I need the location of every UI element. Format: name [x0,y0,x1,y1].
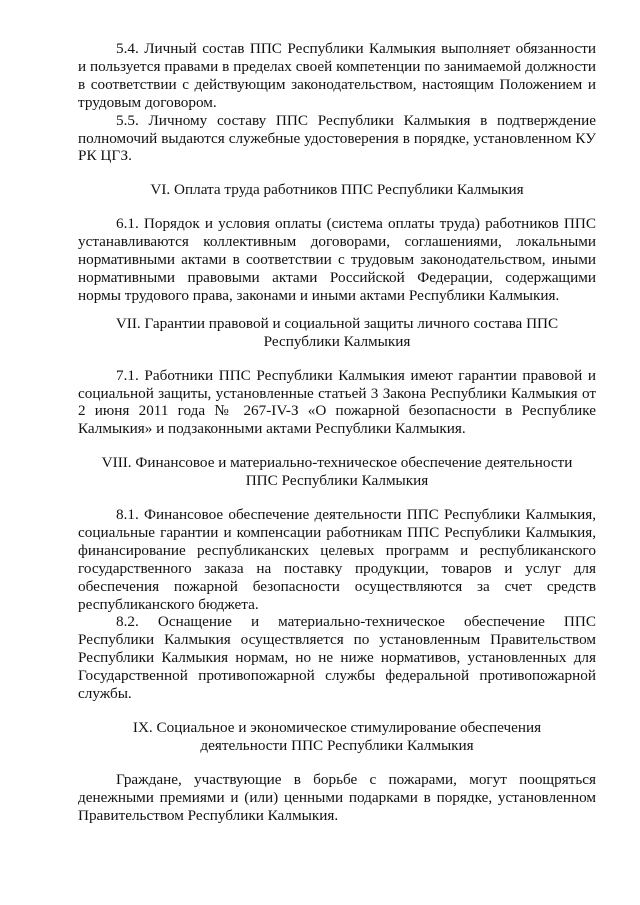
section-heading-viii [78,454,596,490]
section-heading-viii-line-2: ППС Республики Калмыкия [245,472,429,490]
section-heading-vii-line-2: Республики Калмыкия [263,332,411,350]
section-heading-ix-line-1: IX. Социальное и экономическое стимулирование обеспечения [132,719,542,736]
section-heading-ix-line-2: деятельности ППС Республики Калмыкия [200,736,474,754]
paragraph-ix: Граждане, участвующие в борьбе с пожарами, могут поощряться денежными премиями и (или) ценными подарками в порядке, установленном Правительством Республики Калмыкия. [78,770,596,824]
section-heading-vi: VI. Оплата труда работников ППС Республики Калмыкия [150,181,524,199]
section-heading-viii-line-1: VIII. Финансовое и материально-техническое обеспечение деятельности [101,454,573,472]
document-body [78,40,596,825]
section-heading-ix [78,719,596,755]
section-heading-vii [78,315,596,351]
section-heading-vii-line-1: VII. Гарантии правовой и социальной защиты личного состава ППС [115,314,559,332]
paragraph-8-1: 8.1. Финансовое обеспечение деятельности ППС Республики Калмыкия, социальные гарантии и компенсации работникам ППС Республики Калмыкия, финансирование республиканских целевых программ и республиканского государственного заказа на поставку продукции, товаров и услуг для обеспечения пожарной безопасности осуществляются за счет средств республиканского бюджета. [78,506,596,613]
paragraph-7-1: 7.1. Работники ППС Республики Калмыкия имеют гарантии правовой и социальной защиты, установленные статьей 3 Закона Республики Калмыкия от 2 июня 2011 года № 267-IV-З «О пожарной безопасности в Республике Калмыкия» и подзаконными актами Республики Калмыкия. [78,366,596,438]
paragraph-5-5: 5.5. Личному составу ППС Республики Калмыкия в подтверждение полномочий выдаются служебные удостоверения в порядке, установленном КУ РК ЦГЗ. [78,111,596,165]
paragraph-5-4: 5.4. Личный состав ППС Республики Калмыкия выполняет обязанности и пользуется правами в пределах своей компетенции по занимаемой должности в соответствии с действующим законодательством, настоящим Положением и трудовым договором. [78,40,596,111]
paragraph-8-2: 8.2. Оснащение и материально-техническое обеспечение ППС Республики Калмыкия осуществляется по установленным Правительством Республики Калмыкия нормам, но не ниже нормативов, установленных для Государственной противопожарной службы федеральной противопожарной службы. [78,613,596,703]
paragraph-6-1: 6.1. Порядок и условия оплаты (система оплаты труда) работников ППС устанавливаются коллективным договорами, соглашениями, локальными нормативными актами в соответствии с трудовым законодательством, иными нормативными правовыми актами Российской Федерации, содержащими нормы трудового права, законами и иными актами Республики Калмыкия. [78,215,596,304]
